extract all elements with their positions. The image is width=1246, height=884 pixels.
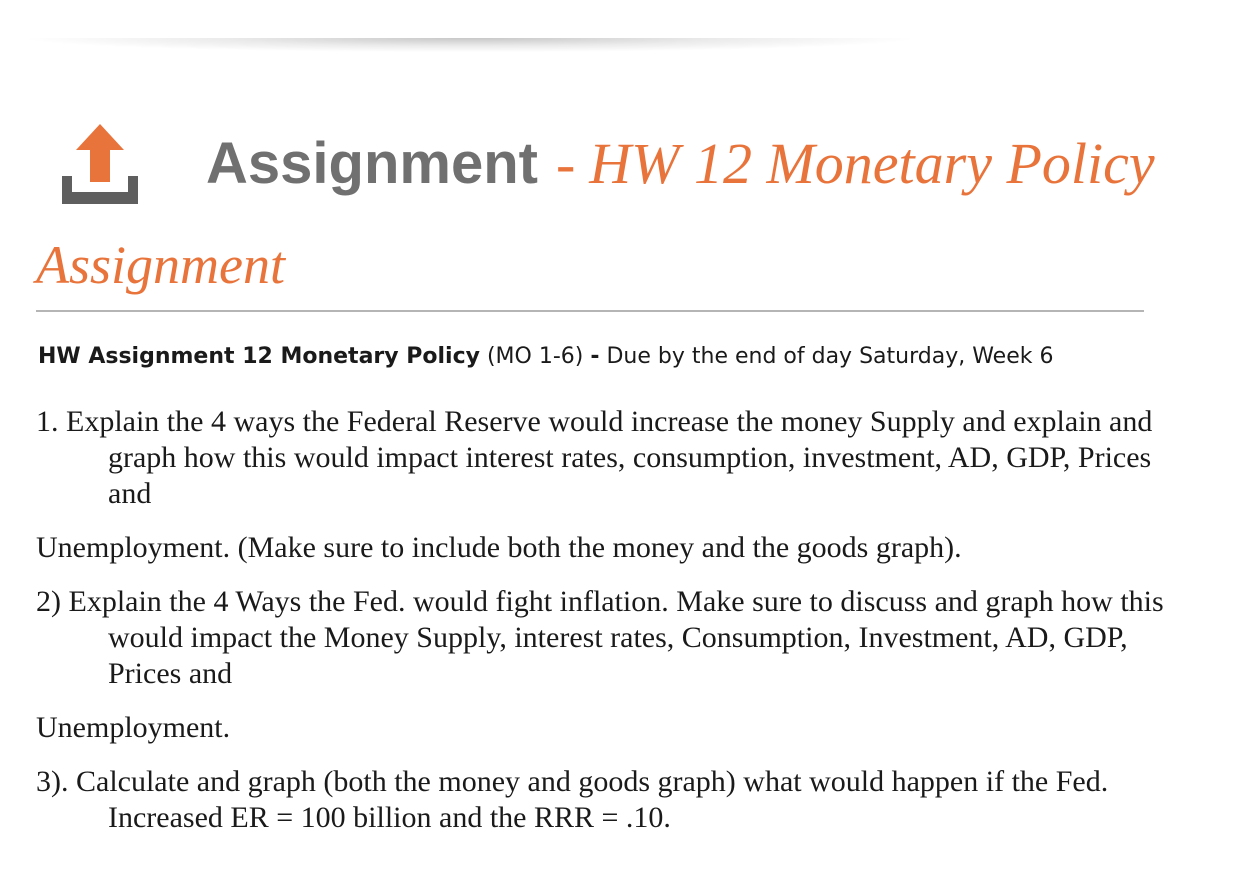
question-1 [36,404,1166,512]
assignment-bold-title: HW Assignment 12 Monetary Policy [38,344,480,369]
question-3 [36,764,1166,836]
question-2-continuation: Unemployment. [36,711,231,744]
section-heading: Assignment [36,235,285,295]
assignment-mo: (MO 1-6) [479,344,591,369]
assignment-name: HW 12 Monetary Policy [589,130,1155,196]
question-3-text: 3). Calculate and graph (both the money and goods graph) what would happen if the Fed. Increased ER = 100 billion and the RRR = .10. [36,765,1109,834]
assignment-header [60,118,1155,208]
question-2-text: 2) Explain the 4 Ways the Fed. would fight inflation. Make sure to discuss and graph how this would impact the Money Supply, interest rates, Consumption, Investment, AD, GDP, Prices and [36,585,1164,690]
upload-icon [60,120,140,206]
top-shadow [30,38,910,52]
page-title: Assignment [206,130,538,196]
assignment-dash: - [590,344,600,369]
assignment-summary [38,344,1053,369]
divider [36,310,1144,312]
question-2 [36,584,1166,692]
question-1-text: 1. Explain the 4 ways the Federal Reserve would increase the money Supply and explain and graph how this would impact interest rates, consumption, investment, AD, GDP, Prices and [36,405,1153,510]
question-1-continuation: Unemployment. (Make sure to include both the money and the goods graph). [36,531,962,564]
title-separator: - [555,130,576,196]
assignment-due: Due by the end of day Saturday, Week 6 [599,344,1054,369]
